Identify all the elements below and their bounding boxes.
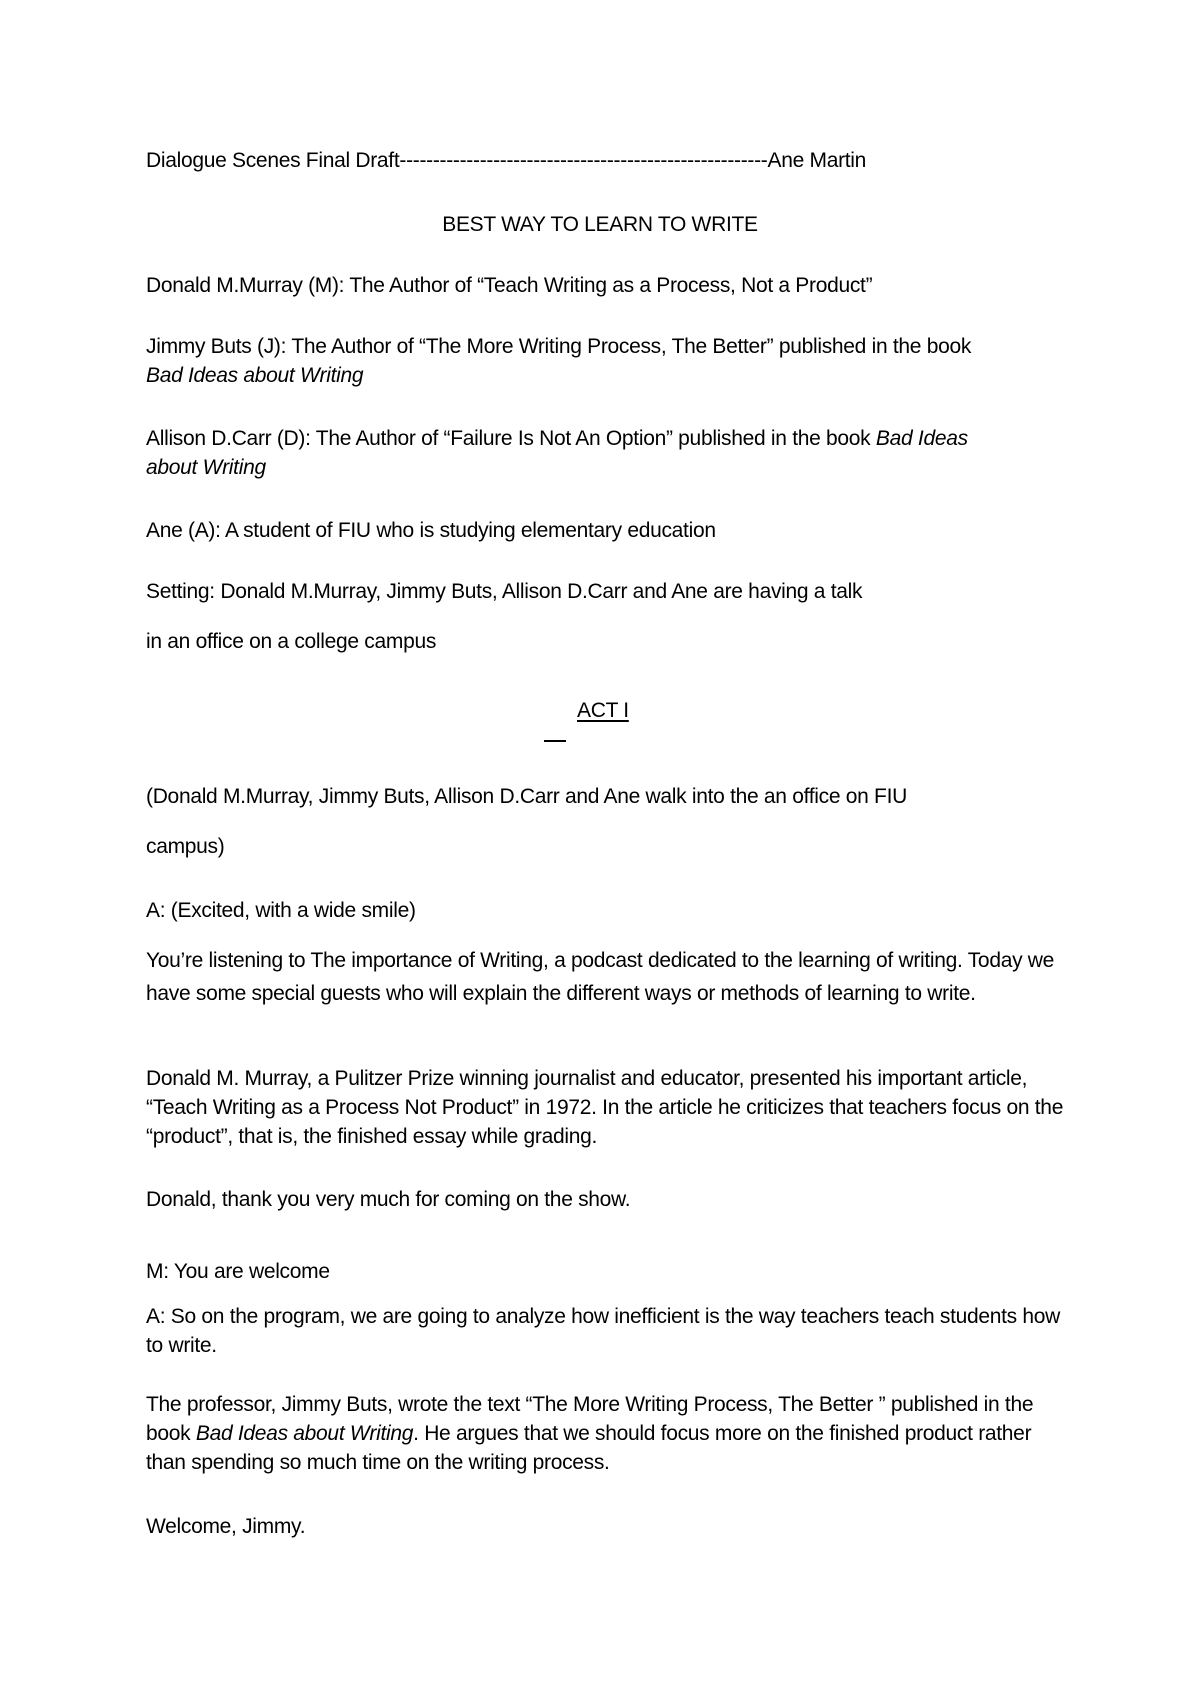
header-title: Dialogue Scenes Final Draft <box>146 149 400 172</box>
stage-direction-line-2: campus) <box>146 835 225 858</box>
book-title-cont: about Writing <box>146 456 266 479</box>
act-heading-mark <box>544 740 566 742</box>
header-line <box>146 146 1066 175</box>
thanks-donald: Donald, thank you very much for coming on the show. <box>146 1188 631 1211</box>
stage-direction-line-1: (Donald M.Murray, Jimmy Buts, Allison D.Carr and Ane walk into the an office on FIU <box>146 785 907 808</box>
murray-paragraph: Donald M. Murray, a Pulitzer Prize winning journalist and educator, presented his important article, “Teach Writing as a Process Not Product” in 1972. In the article he criticizes that teachers focus on the “product”, that is, the finished essay while grading. <box>146 1067 1064 1148</box>
dialogue-m1: M: You are welcome <box>146 1260 330 1283</box>
header-dashes: ------------------------------------------------------- <box>399 149 768 172</box>
character-buts: Jimmy Buts (J): The Author of “The More Writing Process, The Better” published in the book Bad Ideas about Writing <box>146 335 972 387</box>
character-murray: Donald M.Murray (M): The Author of “Teach Writing as a Process, Not a Product” <box>146 274 873 297</box>
speaker-label: A: <box>146 899 166 922</box>
character-carr: Allison D.Carr (D): The Author of “Failure Is Not An Option” published in the book Bad Ideas about Writing <box>146 427 968 479</box>
dialogue-a1: A: (Excited, with a wide smile) <box>146 899 416 922</box>
dialogue-a2: A: So on the program, we are going to analyze how inefficient is the way teachers teach students how to write. <box>146 1305 1061 1357</box>
book-title: Bad Ideas about Writing <box>146 364 364 387</box>
setting-line-1: Setting: Donald M.Murray, Jimmy Buts, Allison D.Carr and Ane are having a talk <box>146 580 863 603</box>
header-author: Ane Martin <box>767 149 867 172</box>
buts-paragraph: The professor, Jimmy Buts, wrote the text “The More Writing Process, The Better ” published in the book Bad Ideas about Writing. He argues that we should focus more on the finished product rather than spending so much time on the writing process. <box>146 1393 1034 1474</box>
welcome-jimmy: Welcome, Jimmy. <box>146 1515 306 1538</box>
speaker-label: M: <box>146 1260 169 1283</box>
book-title: Bad Ideas <box>875 427 968 450</box>
intro-paragraph: You’re listening to The importance of Writing, a podcast dedicated to the learning of writing. Today we have some special guests who will explain the different ways or methods of learning to write. <box>146 949 1055 1005</box>
document-title: BEST WAY TO LEARN TO WRITE <box>442 213 758 236</box>
speaker-label: A: <box>146 1305 166 1328</box>
act-heading: ACT I <box>577 699 629 722</box>
book-title: Bad Ideas about Writing <box>195 1422 414 1445</box>
setting-line-2: in an office on a college campus <box>146 630 437 653</box>
character-ane: Ane (A): A student of FIU who is studying elementary education <box>146 519 716 542</box>
